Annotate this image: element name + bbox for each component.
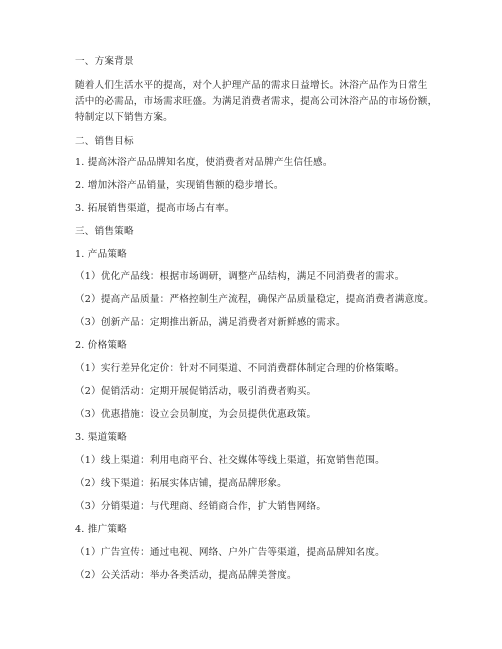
goal-item: 3. 拓展销售渠道，提高市场占有率。 — [75, 203, 235, 214]
strategy-item: （1）优化产品线：根据市场调研，调整产品结构，满足不同消费者的需求。 — [75, 271, 405, 282]
strategy-item: （3）分销渠道：与代理商、经销商合作，扩大销售网络。 — [75, 501, 327, 512]
strategy-item: （2）线下渠道：拓展实体店铺，提高品牌形象。 — [75, 478, 287, 489]
heading-strategy: 三、销售策略 — [75, 226, 134, 237]
strategy-item: （1）实行差异化定价：针对不同渠道、不同消费群体制定合理的价格策略。 — [75, 363, 405, 374]
heading-goals: 二、销售目标 — [75, 136, 134, 147]
paragraph-line: 活中的必需品，市场需求旺盛。为满足消费者需求，提高公司沐浴产品的市场份额， — [75, 96, 438, 107]
strategy-item: （2）提高产品质量：严格控制生产流程，确保产品质量稳定，提高消费者满意度。 — [75, 294, 434, 305]
paragraph-line: 随着人们生活水平的提高，对个人护理产品的需求日益增长。沐浴产品作为日常生 — [75, 80, 428, 91]
strategy-item: （2）公关活动：举办各类活动，提高品牌美誉度。 — [75, 570, 297, 581]
goal-item: 2. 增加沐浴产品销量，实现销售额的稳步增长。 — [75, 180, 284, 191]
strategy-item: （3）创新产品：定期推出新品，满足消费者对新鲜感的需求。 — [75, 317, 346, 328]
strategy-item: （1）线上渠道：利用电商平台、社交媒体等线上渠道，拓宽销售范围。 — [75, 455, 385, 466]
goal-item: 1. 提高沐浴产品品牌知名度，使消费者对品牌产生信任感。 — [75, 157, 333, 168]
subheading-product: 1. 产品策略 — [75, 249, 127, 260]
subheading-price: 2. 价格策略 — [75, 340, 127, 351]
strategy-item: （2）促销活动：定期开展促销活动，吸引消费者购买。 — [75, 386, 317, 397]
strategy-item: （1）广告宣传：通过电视、网络、户外广告等渠道，提高品牌知名度。 — [75, 547, 385, 558]
strategy-item: （3）优惠措施：设立会员制度，为会员提供优惠政策。 — [75, 409, 317, 420]
subheading-promotion: 4. 推广策略 — [75, 524, 127, 535]
heading-background: 一、方案背景 — [75, 56, 134, 67]
subheading-channel: 3. 渠道策略 — [75, 432, 127, 443]
paragraph-line: 特制定以下销售方案。 — [75, 112, 173, 123]
